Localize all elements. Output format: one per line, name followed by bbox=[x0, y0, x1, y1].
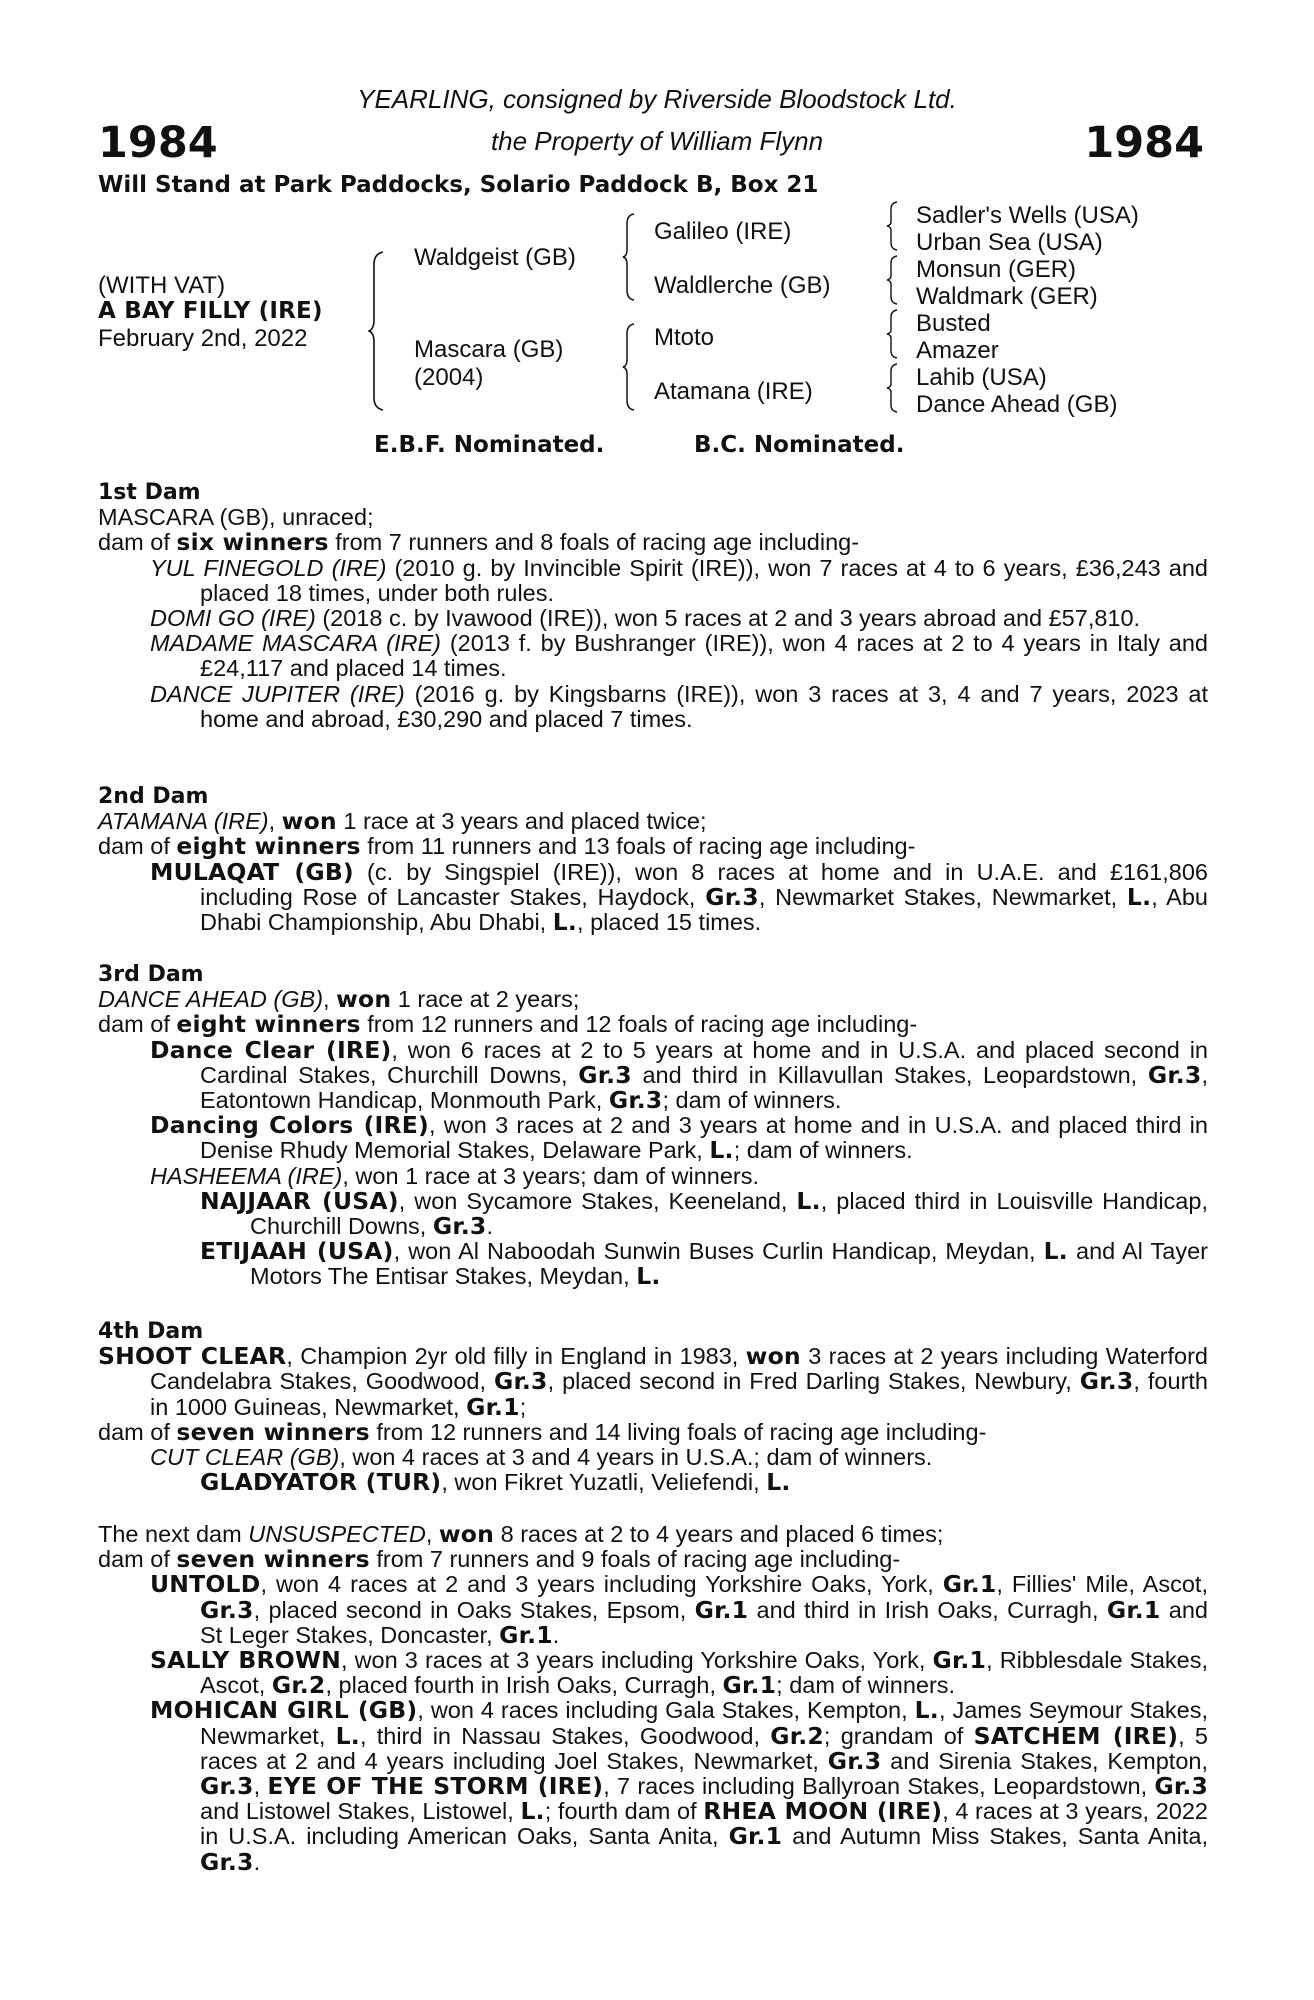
fourth-dam-line: SHOOT CLEAR, Champion 2yr old filly in England in 1983, won 3 races at 2 years including Waterford Candelabra Stakes, Goodwood, Gr.3, placed second in Fred Darling Stakes, Newbury, Gr.3, fourth in 1000 Guineas, Newmarket, Gr.1; bbox=[98, 1342, 1208, 1421]
list-item: Dancing Colors (IRE), won 3 races at 2 and 3 years at home and in U.S.A. and placed third in Denise Rhudy Memorial Stakes, Delaware Park, L.; dam of winners. bbox=[150, 1111, 1208, 1165]
list-item: ETIJAAH (USA), won Al Naboodah Sunwin Buses Curlin Handicap, Meydan, L. and Al Tayer Motors The Entisar Stakes, Meydan, L. bbox=[200, 1237, 1208, 1291]
next-dam-section bbox=[98, 1522, 1208, 1875]
dam-dam: Atamana (IRE) bbox=[654, 378, 813, 405]
property-line: the Property of William Flynn bbox=[490, 126, 824, 156]
vat-note: (WITH VAT) bbox=[98, 272, 226, 299]
pedigree-brace-dam bbox=[622, 322, 638, 412]
sire-sire: Galileo (IRE) bbox=[654, 218, 792, 245]
list-item: UNTOLD, won 4 races at 2 and 3 years including Yorkshire Oaks, York, Gr.1, Fillies' Mile, Ascot, Gr.3, placed second in Oaks Stakes, Epsom, Gr.1 and third in Irish Oaks, Curragh, Gr.1 and St Leger Stakes, Doncaster, Gr.1. bbox=[150, 1570, 1208, 1649]
pedigree-brace-main bbox=[368, 250, 388, 412]
third-dam-heading: 3rd Dam bbox=[98, 962, 204, 987]
gg-dss: Busted bbox=[916, 310, 991, 337]
third-dam-produce-line: dam of eight winners from 12 runners and 12 foals of racing age including- bbox=[98, 1010, 918, 1039]
third-dam-section bbox=[98, 961, 1208, 1290]
lot-number-left: 1984 bbox=[98, 118, 218, 168]
first-dam-produce-line: dam of six winners from 7 runners and 8 foals of racing age including- bbox=[98, 528, 860, 557]
pedigree-brace-dd bbox=[886, 362, 900, 414]
lot-number-right: 1984 bbox=[1084, 118, 1204, 168]
ebf-nomination: E.B.F. Nominated. bbox=[374, 432, 605, 458]
list-item: Dance Clear (IRE), won 6 races at 2 to 5 years at home and in U.S.A. and placed second in Cardinal Stakes, Churchill Downs, Gr.3 and third in Killavullan Stakes, Leopardstown, Gr.3, Eatontown Handicap, Monmouth Park, Gr.3; dam of winners. bbox=[150, 1035, 1208, 1115]
sire: Waldgeist (GB) bbox=[414, 244, 576, 271]
first-dam-heading: 1st Dam bbox=[98, 480, 201, 505]
list-item: HASHEEMA (IRE), won 1 race at 3 years; dam of winners. bbox=[150, 1162, 760, 1189]
fourth-dam-section bbox=[98, 1318, 1208, 1495]
list-item: NAJJAAR (USA), won Sycamore Stakes, Keeneland, L., placed third in Louisville Handicap, Churchill Downs, Gr.3. bbox=[200, 1186, 1208, 1241]
dam-sire: Mtoto bbox=[654, 324, 715, 351]
gg-sss: Sadler's Wells (USA) bbox=[916, 202, 1139, 229]
foaling-date: February 2nd, 2022 bbox=[98, 325, 308, 352]
gg-ddd: Dance Ahead (GB) bbox=[916, 391, 1118, 418]
first-dam-section bbox=[98, 479, 1208, 732]
dam: Mascara (GB) bbox=[414, 336, 564, 363]
third-dam-line: DANCE AHEAD (GB), won 1 race at 2 years; bbox=[98, 985, 580, 1014]
pedigree-brace-sire bbox=[622, 212, 638, 302]
fourth-dam-produce-line: dam of seven winners from 12 runners and 14 living foals of racing age including- bbox=[98, 1417, 987, 1446]
fourth-dam-heading: 4th Dam bbox=[98, 1319, 204, 1344]
list-item: MULAQAT (GB) (c. by Singspiel (IRE)), won 8 races at home and in U.A.E. and £161,806 including Rose of Lancaster Stakes, Haydock, Gr.3, Newmarket Stakes, Newmarket, L., Abu Dhabi Championship, Abu Dhabi, L., placed 15 times. bbox=[150, 857, 1208, 937]
gg-ssd: Urban Sea (USA) bbox=[916, 229, 1103, 256]
next-dam-line: The next dam UNSUSPECTED, won 8 races at 2 to 4 years and placed 6 times; bbox=[98, 1520, 944, 1548]
second-dam-section bbox=[98, 783, 1208, 935]
gg-dsd: Amazer bbox=[916, 337, 999, 364]
horse-name: A BAY FILLY (IRE) bbox=[98, 298, 323, 324]
list-item: MADAME MASCARA (IRE) (2013 f. by Bushranger (IRE)), won 4 races at 2 to 4 years in Italy and £24,117 and placed 14 times. bbox=[150, 630, 1208, 682]
list-item: CUT CLEAR (GB), won 4 races at 3 and 4 years in U.S.A.; dam of winners. bbox=[150, 1444, 933, 1471]
list-item: YUL FINEGOLD (IRE) (2010 g. by Invincible Spirit (IRE)), won 7 races at 4 to 6 years, £36,243 and placed 18 times, under both rules. bbox=[150, 554, 1208, 606]
bc-nomination: B.C. Nominated. bbox=[694, 432, 905, 458]
gg-sds: Monsun (GER) bbox=[916, 256, 1077, 283]
pedigree-brace-ss bbox=[886, 200, 900, 252]
list-item: MOHICAN GIRL (GB), won 4 races including Gala Stakes, Kempton, L., James Seymour Stakes, Newmarket, L., third in Nassau Stakes, Goodwood, Gr.2; grandam of SATCHEM (IRE), 5 races at 2 and 4 years including Joel Stakes, Newmarket, Gr.3 and Sirenia Stakes, Kempton, Gr.3, EYE OF THE STORM (IRE), 7 races including Ballyroan Stakes, Leopardstown, Gr.3 and Listowel Stakes, Listowel, L.; fourth dam of RHEA MOON (IRE), 4 races at 3 years, 2022 in U.S.A. including American Oaks, Santa Anita, Gr.1 and Autumn Miss Stakes, Santa Anita, Gr.3. bbox=[150, 1696, 1209, 1876]
second-dam-line: ATAMANA (IRE), won 1 race at 3 years and placed twice; bbox=[98, 807, 707, 836]
list-item: DOMI GO (IRE) (2018 c. by Ivawood (IRE)), won 5 races at 2 and 3 years abroad and £57,810. bbox=[150, 605, 1141, 632]
gg-dds: Lahib (USA) bbox=[916, 364, 1047, 391]
first-dam-line: MASCARA (GB), unraced; bbox=[98, 504, 374, 531]
pedigree-brace-ds bbox=[886, 308, 900, 360]
list-item: DANCE JUPITER (IRE) (2016 g. by Kingsbarns (IRE)), won 3 races at 3, 4 and 7 years, 2023 at home and abroad, £30,290 and placed 7 times. bbox=[150, 680, 1209, 732]
location-line: Will Stand at Park Paddocks, Solario Paddock B, Box 21 bbox=[98, 172, 819, 198]
list-item: GLADYATOR (TUR), won Fikret Yuzatli, Veliefendi, L. bbox=[200, 1468, 791, 1497]
next-dam-produce-line: dam of seven winners from 7 runners and 9 foals of racing age including- bbox=[98, 1545, 901, 1574]
sire-dam: Waldlerche (GB) bbox=[654, 272, 831, 299]
list-item: SALLY BROWN, won 3 races at 3 years including Yorkshire Oaks, York, Gr.1, Ribblesdale Stakes, Ascot, Gr.2, placed fourth in Irish Oaks, Curragh, Gr.1; dam of winners. bbox=[150, 1646, 1208, 1700]
gg-sdd: Waldmark (GER) bbox=[916, 283, 1098, 310]
consignor-line: YEARLING, consigned by Riverside Bloodstock Ltd. bbox=[357, 84, 957, 114]
second-dam-produce-line: dam of eight winners from 11 runners and 13 foals of racing age including- bbox=[98, 832, 916, 861]
pedigree-brace-sd bbox=[886, 254, 900, 306]
second-dam-heading: 2nd Dam bbox=[98, 784, 209, 809]
dam-year: (2004) bbox=[414, 364, 484, 391]
